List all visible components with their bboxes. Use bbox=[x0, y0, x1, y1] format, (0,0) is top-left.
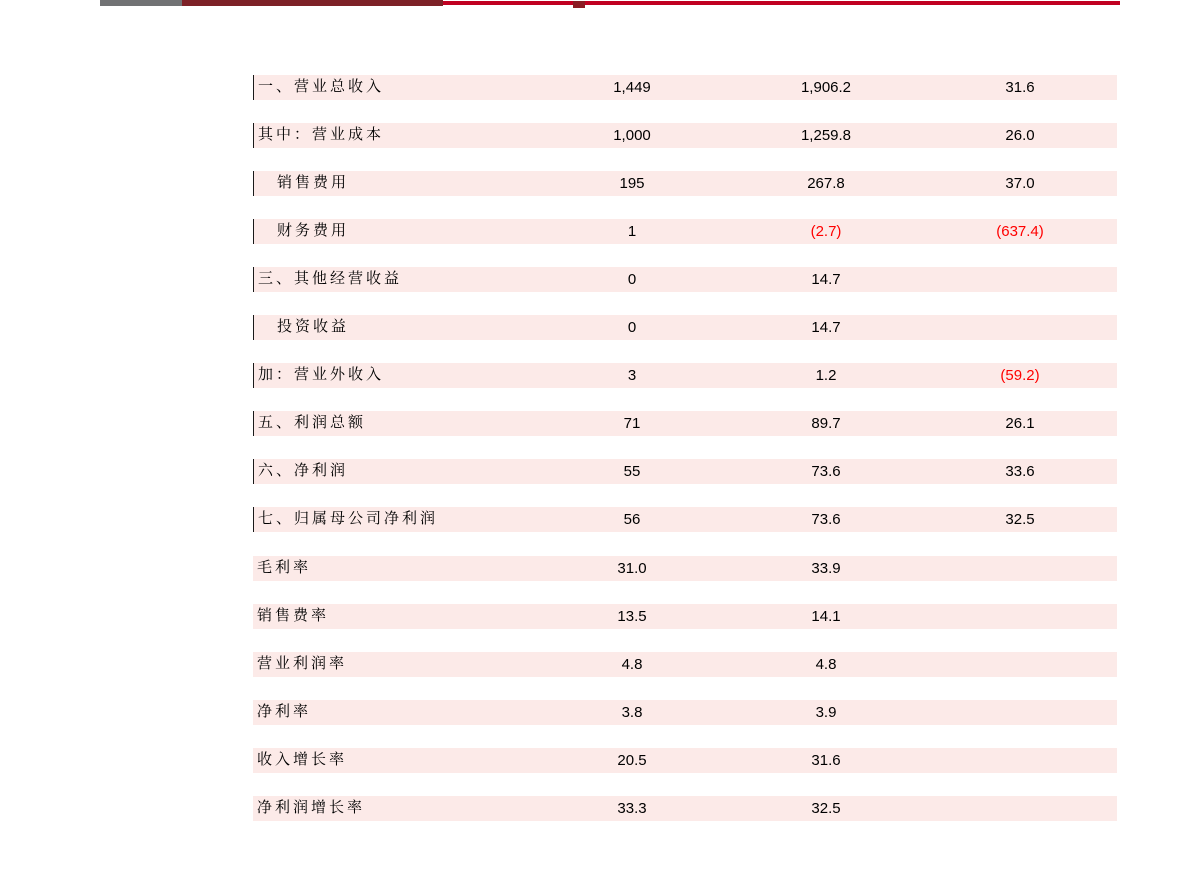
table-row bbox=[253, 363, 1117, 388]
table-row bbox=[253, 219, 1117, 244]
row-value-col3: (59.2) bbox=[1000, 367, 1040, 384]
row-value-col3: 26.0 bbox=[1005, 127, 1035, 144]
row-label: 五、利润总额 bbox=[258, 415, 367, 431]
row-value-col1: 1,449 bbox=[613, 79, 651, 96]
table-row bbox=[253, 75, 1117, 100]
row-value-col3 bbox=[923, 604, 1117, 629]
row-label: 销售费用 bbox=[277, 175, 350, 191]
row-value-col3: 26.1 bbox=[1005, 415, 1035, 432]
row-value-col3: 32.5 bbox=[1005, 511, 1035, 528]
row-value-col2: 14.7 bbox=[811, 319, 841, 336]
row-value-col2: 3.9 bbox=[815, 704, 837, 721]
row-value-col2: 33.9 bbox=[811, 560, 841, 577]
row-value-col2: 14.7 bbox=[811, 271, 841, 288]
table-row bbox=[253, 700, 1117, 725]
row-value-col1: 31.0 bbox=[617, 560, 647, 577]
row-value-col2: 1.2 bbox=[815, 367, 837, 384]
row-label: 财务费用 bbox=[277, 223, 350, 239]
row-value-col1: 0 bbox=[627, 319, 637, 336]
top-bar-dark-red-segment bbox=[182, 0, 443, 6]
row-value-col3 bbox=[923, 556, 1117, 581]
row-value-col2: 267.8 bbox=[807, 175, 845, 192]
row-label: 三、其他经营收益 bbox=[258, 271, 403, 287]
row-label: 销售费率 bbox=[257, 608, 330, 624]
row-value-col3 bbox=[923, 748, 1117, 773]
row-value-col3 bbox=[923, 652, 1117, 677]
table-row bbox=[253, 171, 1117, 196]
top-bar-red-line bbox=[443, 1, 1120, 5]
row-value-col3 bbox=[923, 700, 1117, 725]
table-row bbox=[253, 315, 1117, 340]
row-label: 一、营业总收入 bbox=[258, 79, 385, 95]
row-value-col2: 4.8 bbox=[815, 656, 837, 673]
row-value-col1: 4.8 bbox=[621, 656, 643, 673]
row-label: 六、净利润 bbox=[258, 463, 349, 479]
top-bar-red-tick bbox=[573, 1, 585, 8]
row-value-col3: (637.4) bbox=[996, 223, 1044, 240]
row-value-col1: 195 bbox=[619, 175, 645, 192]
row-value-col3: 31.6 bbox=[1005, 79, 1035, 96]
row-value-col2: 1,906.2 bbox=[800, 79, 852, 96]
row-label: 加：营业外收入 bbox=[258, 367, 385, 383]
top-bar-gray-segment bbox=[100, 0, 182, 6]
row-label: 净利率 bbox=[257, 704, 312, 720]
row-value-col2: 32.5 bbox=[811, 800, 841, 817]
table-row bbox=[253, 796, 1117, 821]
table-row bbox=[253, 652, 1117, 677]
row-value-col1: 56 bbox=[623, 511, 641, 528]
row-value-col1: 13.5 bbox=[617, 608, 647, 625]
row-value-col3 bbox=[923, 796, 1117, 821]
row-value-col3 bbox=[923, 315, 1117, 340]
row-value-col1: 1,000 bbox=[613, 127, 651, 144]
row-value-col1: 3.8 bbox=[621, 704, 643, 721]
row-label: 其中：营业成本 bbox=[258, 127, 385, 143]
row-value-col2: 89.7 bbox=[811, 415, 841, 432]
row-label: 营业利润率 bbox=[257, 656, 348, 672]
row-value-col3 bbox=[923, 267, 1117, 292]
table-row bbox=[253, 556, 1117, 581]
row-value-col2: 31.6 bbox=[811, 752, 841, 769]
row-value-col1: 55 bbox=[623, 463, 641, 480]
table-row bbox=[253, 507, 1117, 532]
row-value-col3: 33.6 bbox=[1005, 463, 1035, 480]
table-row bbox=[253, 267, 1117, 292]
row-value-col3: 37.0 bbox=[1005, 175, 1035, 192]
row-value-col2: (2.7) bbox=[810, 223, 842, 240]
row-label: 七、归属母公司净利润 bbox=[258, 511, 439, 527]
row-value-col2: 73.6 bbox=[811, 511, 841, 528]
table-row bbox=[253, 123, 1117, 148]
table-row bbox=[253, 748, 1117, 773]
table-row bbox=[253, 411, 1117, 436]
row-value-col1: 20.5 bbox=[617, 752, 647, 769]
row-value-col1: 71 bbox=[623, 415, 641, 432]
row-value-col2: 14.1 bbox=[811, 608, 841, 625]
row-label: 毛利率 bbox=[257, 560, 312, 576]
table-row bbox=[253, 604, 1117, 629]
row-value-col1: 33.3 bbox=[617, 800, 647, 817]
row-label: 净利润增长率 bbox=[257, 800, 366, 816]
financial-table bbox=[253, 75, 1117, 844]
row-value-col2: 73.6 bbox=[811, 463, 841, 480]
row-label: 投资收益 bbox=[277, 319, 350, 335]
row-value-col1: 1 bbox=[627, 223, 637, 240]
table-row bbox=[253, 459, 1117, 484]
row-label: 收入增长率 bbox=[257, 752, 348, 768]
row-value-col1: 0 bbox=[627, 271, 637, 288]
row-value-col2: 1,259.8 bbox=[800, 127, 852, 144]
row-value-col1: 3 bbox=[627, 367, 637, 384]
